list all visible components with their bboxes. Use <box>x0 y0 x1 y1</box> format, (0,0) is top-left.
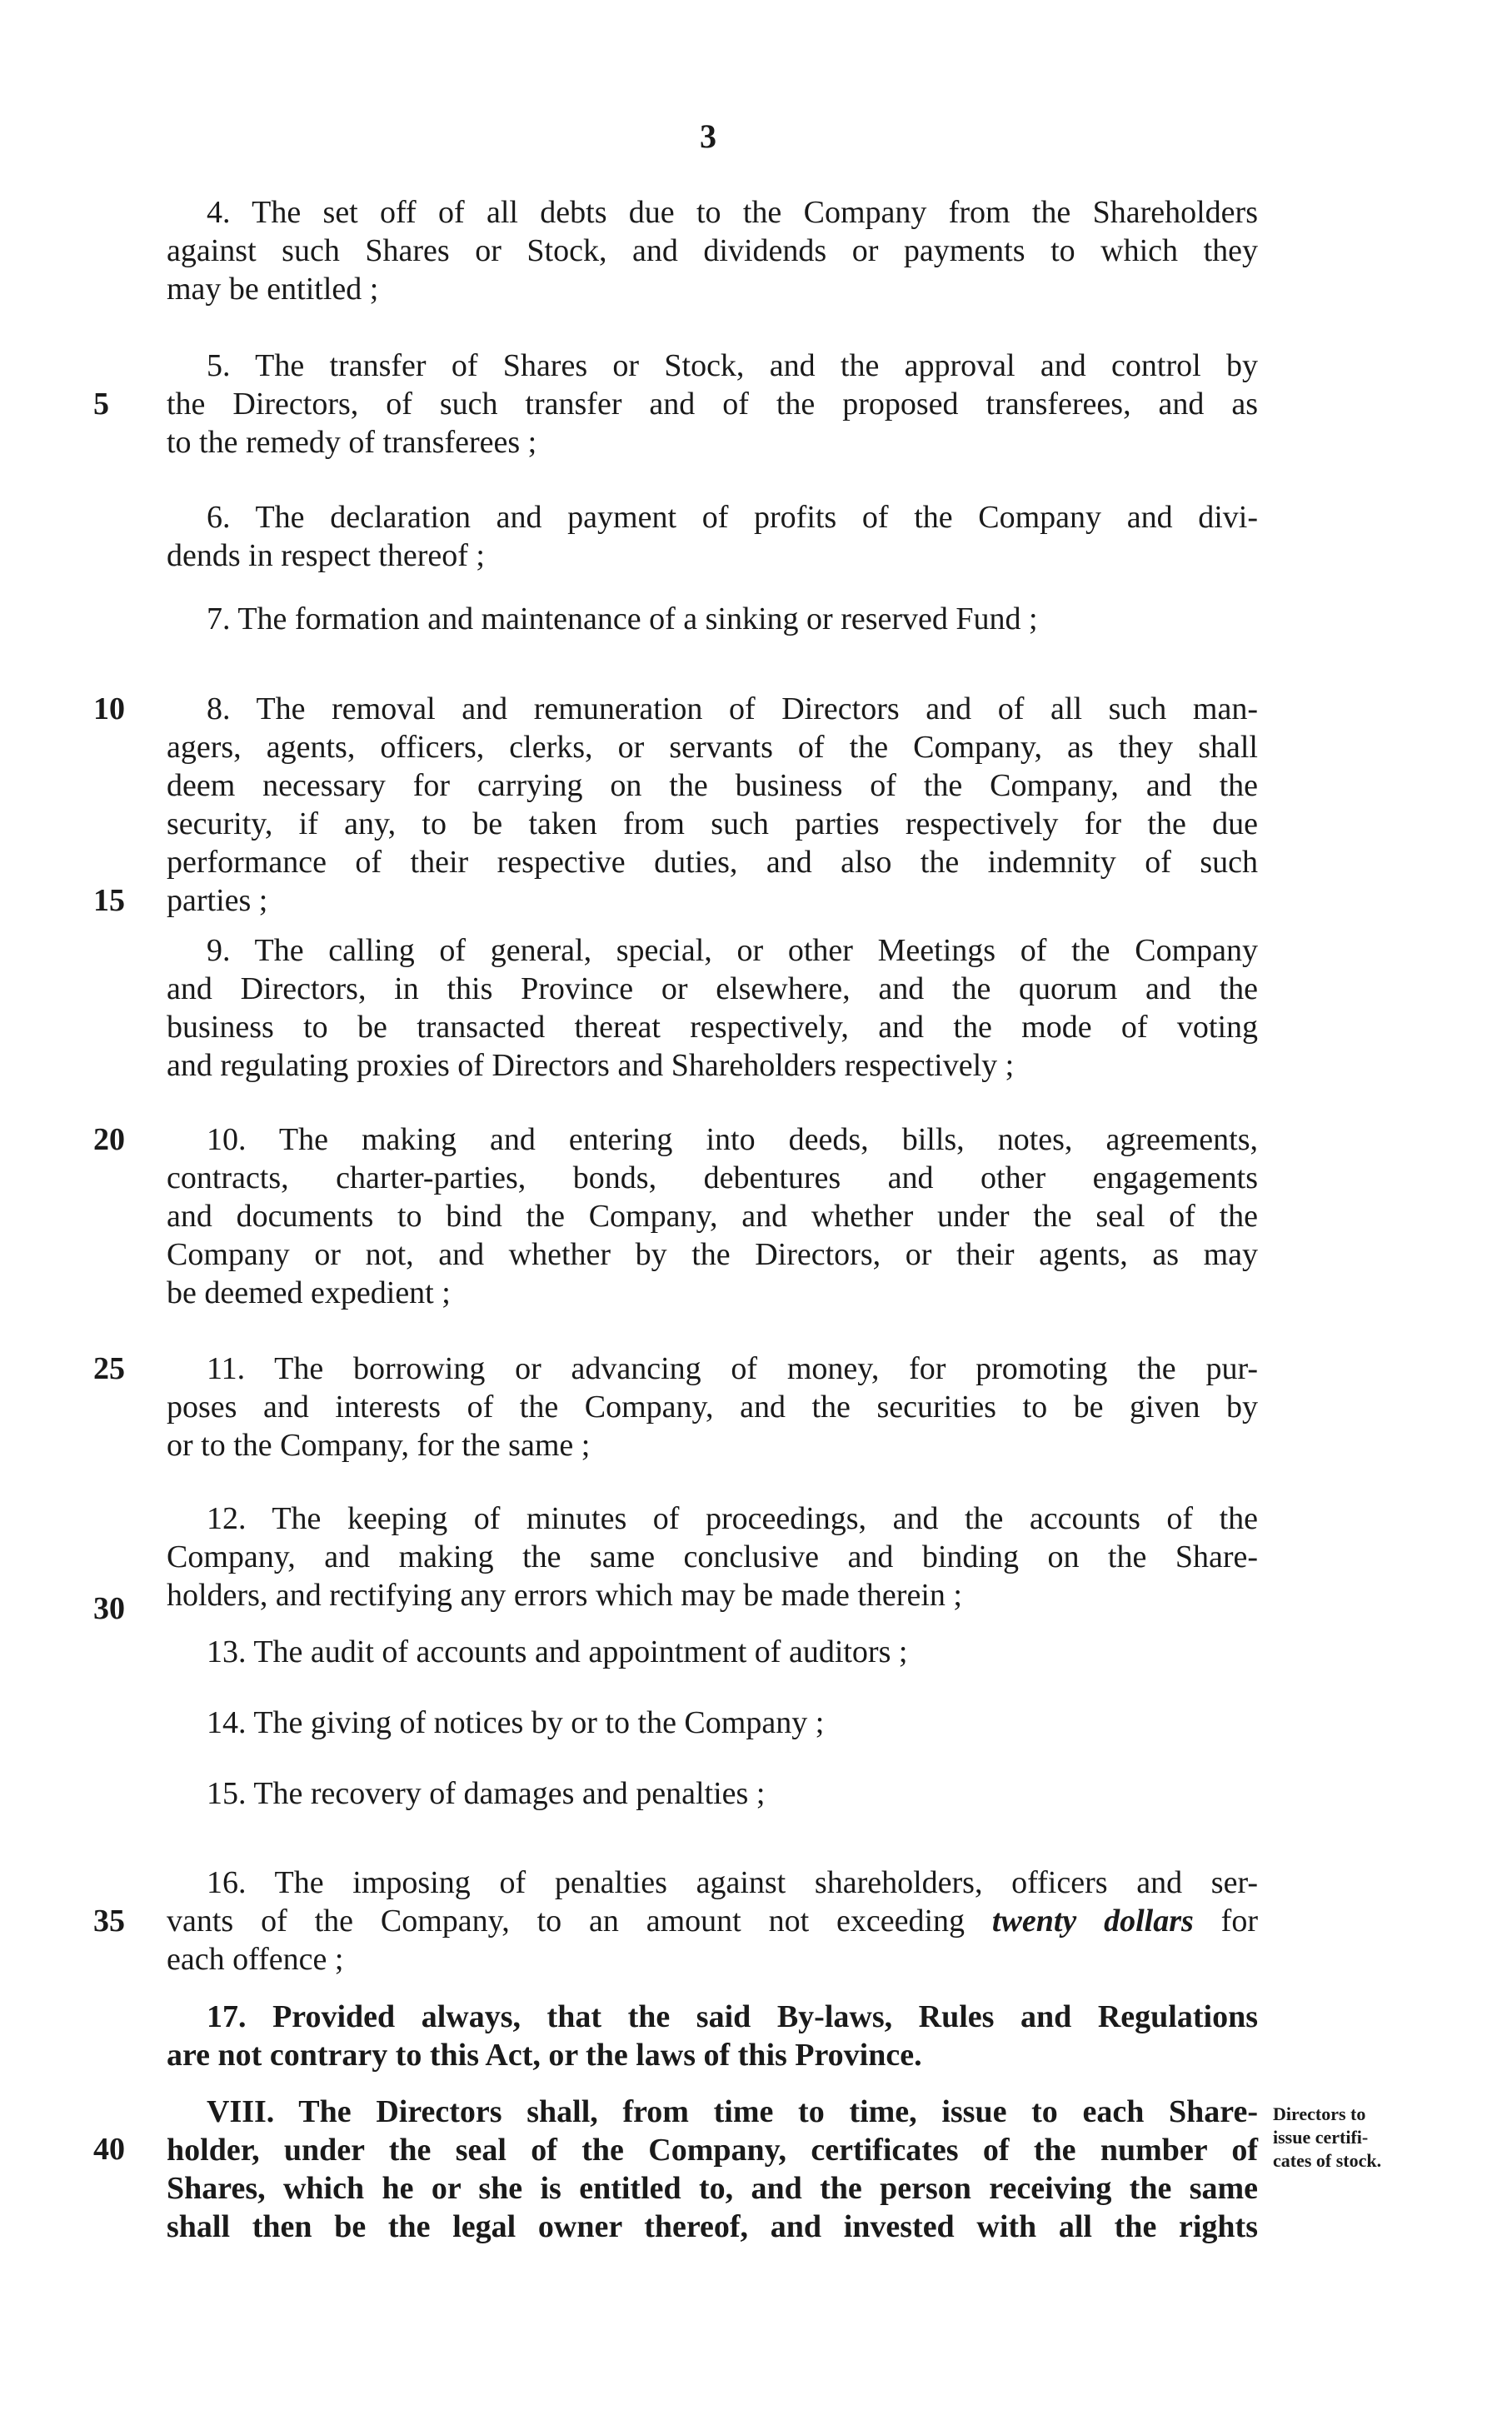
margin-note-line: issue certifi- <box>1273 2127 1369 2148</box>
line-number-30: 30 <box>93 1591 125 1626</box>
paragraph-16 <box>167 1864 1258 1978</box>
paragraph-7 <box>167 600 1258 638</box>
paragraph-17 <box>167 1998 1258 2074</box>
text-line: security, if any, to be taken from such parties respectively for the due <box>167 806 1258 841</box>
text-line: 14. The giving of notices by or to the Company ; <box>207 1705 825 1740</box>
text-line-mixed <box>167 1902 1258 1940</box>
paragraph-14 <box>167 1704 1258 1742</box>
text-line: 15. The recovery of damages and penalties ; <box>207 1776 766 1811</box>
text-line: 4. The set off of all debts due to the Company from the Shareholders <box>207 195 1258 230</box>
margin-note <box>1273 2103 1431 2173</box>
text-line: poses and interests of the Company, and the securities to be given by <box>167 1390 1258 1425</box>
text-line: be deemed expedient ; <box>167 1275 451 1310</box>
text-line: the Directors, of such transfer and of the proposed transferees, and as <box>167 387 1258 422</box>
text-line: holders, and rectifying any errors which may be made therein ; <box>167 1578 962 1613</box>
text-line: parties ; <box>167 883 268 918</box>
text-line: to the remedy of transferees ; <box>167 425 537 460</box>
margin-note-line: Directors to <box>1273 2103 1366 2124</box>
text-line: 8. The removal and remuneration of Directors and of all such man- <box>207 691 1258 726</box>
section-viii <box>167 2093 1258 2246</box>
page-number: 3 <box>700 117 716 155</box>
paragraph-5 <box>167 347 1258 462</box>
paragraph-6 <box>167 498 1258 575</box>
paragraph-8 <box>167 690 1258 920</box>
text-line: each offence ; <box>167 1942 344 1977</box>
text-line: 10. The making and entering into deeds, bills, notes, agreements, <box>207 1122 1258 1157</box>
margin-note-line: cates of stock. <box>1273 2150 1382 2171</box>
text-line: dends in respect thereof ; <box>167 538 485 573</box>
line-number-40: 40 <box>93 2132 125 2167</box>
paragraph-9 <box>167 931 1258 1085</box>
line-number-35: 35 <box>93 1904 125 1939</box>
paragraph-4 <box>167 193 1258 308</box>
text-line: 17. Provided always, that the said By-laws, Rules and Regulations <box>207 1999 1258 2034</box>
text-line: Company or not, and whether by the Directors, or their agents, as may <box>167 1237 1258 1272</box>
paragraph-10 <box>167 1120 1258 1312</box>
text-line: may be entitled ; <box>167 272 379 307</box>
text-line: against such Shares or Stock, and dividends or payments to which they <box>167 233 1258 268</box>
text-line: shall then be the legal owner thereof, and invested with all the rights <box>167 2209 1258 2244</box>
text-line: 11. The borrowing or advancing of money, for promoting the pur- <box>207 1351 1258 1386</box>
text-line: or to the Company, for the same ; <box>167 1428 591 1463</box>
text-line: 6. The declaration and payment of profits of the Company and divi- <box>207 500 1258 535</box>
text-line: 9. The calling of general, special, or other Meetings of the Company <box>207 933 1258 968</box>
text-line: contracts, charter-parties, bonds, debentures and other engagements <box>167 1160 1258 1195</box>
text-line: agers, agents, officers, clerks, or servants of the Company, as they shall <box>167 730 1258 765</box>
text-line: Shares, which he or she is entitled to, and the person receiving the same <box>167 2171 1258 2206</box>
paragraph-11 <box>167 1350 1258 1464</box>
text-line: and documents to bind the Company, and whether under the seal of the <box>167 1199 1258 1234</box>
line-number-5: 5 <box>93 387 109 422</box>
line-number-20: 20 <box>93 1122 125 1157</box>
line-number-25: 25 <box>93 1351 125 1386</box>
text-line: performance of their respective duties, and also the indemnity of such <box>167 845 1258 880</box>
text-line: Company, and making the same conclusive and binding on the Share- <box>167 1539 1258 1574</box>
text-line: 5. The transfer of Shares or Stock, and the approval and control by <box>207 348 1258 383</box>
paragraph-13 <box>167 1633 1258 1671</box>
text-line: deem necessary for carrying on the business of the Company, and the <box>167 768 1258 803</box>
text-line: holder, under the seal of the Company, certificates of the number of <box>167 2133 1258 2168</box>
text-run: vants of the Company, to an amount not exceeding <box>167 1904 992 1939</box>
text-line: VIII. The Directors shall, from time to time, issue to each Share- <box>207 2094 1258 2129</box>
text-line: 13. The audit of accounts and appointment of auditors ; <box>207 1634 908 1669</box>
paragraph-12 <box>167 1499 1258 1614</box>
italic-amount: twenty dollars <box>991 1904 1194 1939</box>
text-line: 7. The formation and maintenance of a sinking or reserved Fund ; <box>207 601 1038 636</box>
paragraph-15 <box>167 1774 1258 1813</box>
text-line: 16. The imposing of penalties against shareholders, officers and ser- <box>207 1865 1258 1900</box>
text-line: and regulating proxies of Directors and Shareholders respectively ; <box>167 1048 1015 1083</box>
text-run: for <box>1193 1904 1258 1939</box>
text-line: and Directors, in this Province or elsewhere, and the quorum and the <box>167 971 1258 1006</box>
text-line: 12. The keeping of minutes of proceedings, and the accounts of the <box>207 1501 1258 1536</box>
text-line: business to be transacted thereat respectively, and the mode of voting <box>167 1010 1258 1045</box>
line-number-10: 10 <box>93 691 125 726</box>
text-line: are not contrary to this Act, or the laws of this Province. <box>167 2038 922 2073</box>
line-number-15: 15 <box>93 883 125 918</box>
